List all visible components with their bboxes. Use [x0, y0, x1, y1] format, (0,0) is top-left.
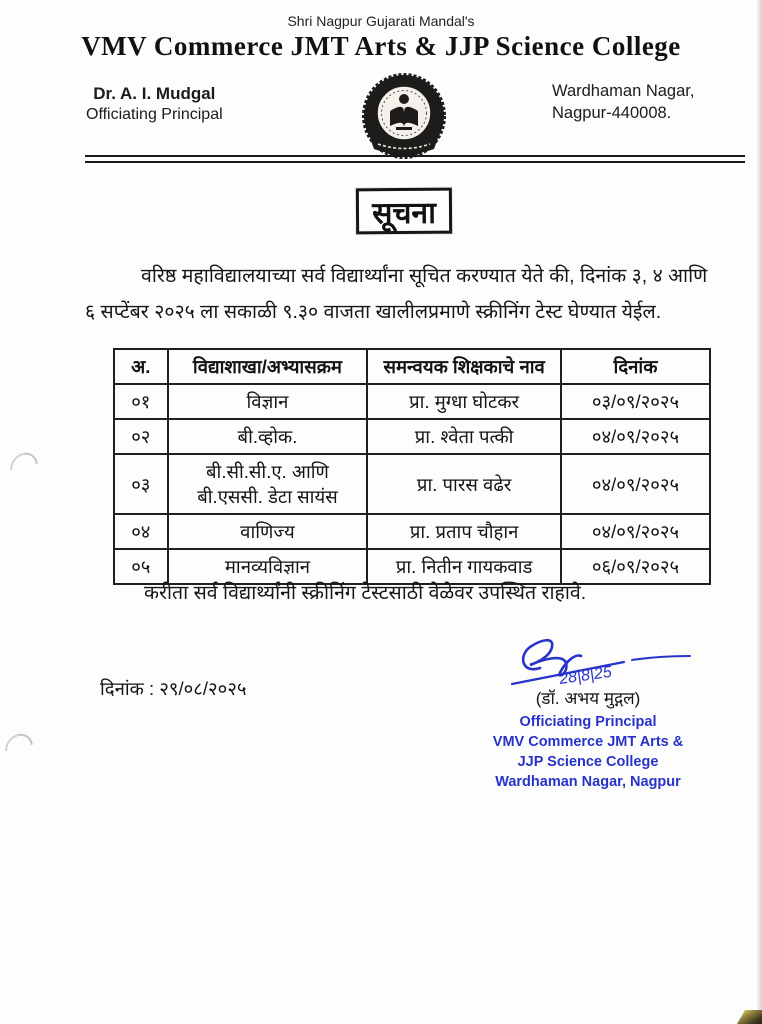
cell-serial: ०५: [114, 549, 168, 584]
cell-date: ०४/०९/२०२५: [561, 514, 710, 549]
cell-coordinator: प्रा. मुग्धा घोटकर: [367, 384, 561, 419]
principal-header: [86, 84, 223, 124]
cell-coordinator: प्रा. श्वेता पत्की: [367, 419, 561, 454]
cell-serial: ०४: [114, 514, 168, 549]
closing-instruction: करीता सर्व विद्यार्थ्यांनी स्क्रीनिंग टेस्टसाठी वेळेवर उपस्थित राहावे.: [144, 582, 587, 604]
cell-coordinator: प्रा. नितीन गायकवाड: [367, 549, 561, 584]
notice-body: [85, 258, 713, 330]
table-header-row: [114, 349, 710, 384]
college-name: VMV Commerce JMT Arts & JJP Science College: [81, 31, 681, 61]
table-row: [114, 419, 710, 454]
signatory-org-line-1: VMV Commerce JMT Arts &: [492, 734, 684, 750]
screening-schedule-table: [113, 348, 711, 585]
signature-date: 28|8|25: [558, 663, 613, 688]
cell-serial: ०१: [114, 384, 168, 419]
header-divider-rule: [85, 155, 745, 163]
table-row: [114, 384, 710, 419]
signatory-name: (डॉ. अभय मुद्गल): [535, 689, 641, 708]
principal-name: Dr. A. I. Mudgal: [93, 84, 216, 103]
desk-corner-artifact: [737, 1010, 762, 1024]
cell-faculty: विज्ञान: [168, 384, 368, 419]
cell-date: ०६/०९/२०२५: [561, 549, 710, 584]
notice-title-box: [356, 188, 452, 235]
col-header-serial: अ.: [114, 349, 168, 384]
col-header-faculty: विद्याशाखा/अभ्यासक्रम: [168, 349, 368, 384]
notice-title: सूचना: [372, 196, 437, 230]
cell-coordinator: प्रा. प्रताप चौहान: [367, 514, 561, 549]
signature-block: [478, 630, 698, 792]
signatory-org-line-2: JJP Science College: [517, 754, 659, 770]
society-name: Shri Nagpur Gujarati Mandal's: [287, 13, 475, 29]
notice-body-line-2: ६ सप्टेंबर २०२५ ला सकाळी ९.३० वाजता खालीलप्रमाणे स्क्रीनिंग टेस्ट घेण्यात येईल.: [85, 301, 662, 323]
col-header-coordinator: समन्वयक शिक्षकाचे नाव: [367, 349, 561, 384]
cell-faculty: बी.व्होक.: [168, 419, 368, 454]
signature-scribble: [482, 630, 694, 692]
table-row: [114, 514, 710, 549]
college-address: [552, 80, 694, 124]
college-emblem-logo: [352, 72, 456, 164]
signatory-designation: [478, 713, 698, 792]
table-row: [114, 454, 710, 514]
punch-hole-mark: [5, 447, 44, 487]
col-header-date: दिनांक: [561, 349, 710, 384]
cell-coordinator: प्रा. पारस वढेर: [367, 454, 561, 514]
punch-hole-mark: [0, 728, 38, 768]
cell-faculty: वाणिज्य: [168, 514, 368, 549]
principal-title: Officiating Principal: [86, 106, 223, 123]
cell-date: ०४/०९/२०२५: [561, 454, 710, 514]
cell-serial: ०२: [114, 419, 168, 454]
signatory-title: Officiating Principal: [519, 714, 657, 730]
issue-date: दिनांक : २९/०८/२०२५: [100, 678, 247, 699]
address-line-2: Nagpur-440008.: [552, 104, 672, 122]
cell-date: ०३/०९/२०२५: [561, 384, 710, 419]
cell-date: ०४/०९/२०२५: [561, 419, 710, 454]
address-line-1: Wardhaman Nagar,: [552, 82, 695, 100]
signatory-org-line-3: Wardhaman Nagar, Nagpur: [495, 774, 681, 790]
cell-faculty: मानव्यविज्ञान: [168, 549, 368, 584]
cell-faculty: बी.सी.सी.ए. आणि बी.एससी. डेटा सायंस: [168, 454, 368, 514]
scan-edge-shadow: [756, 0, 762, 1024]
notice-body-line-1: वरिष्ठ महाविद्यालयाच्या सर्व विद्यार्थ्यांना सूचित करण्यात येते की, दिनांक ३, ४ आणि: [141, 265, 708, 287]
cell-serial: ०३: [114, 454, 168, 514]
